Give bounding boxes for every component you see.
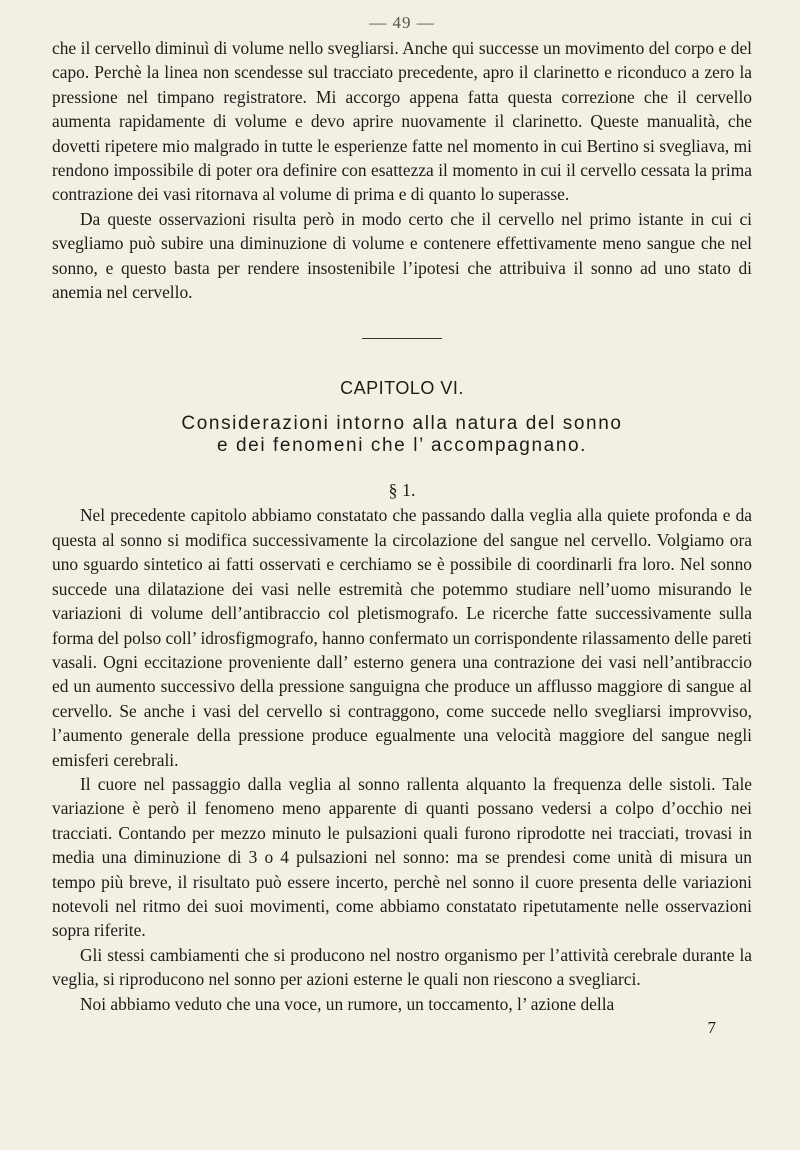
chapter-number: CAPITOLO VI. <box>340 378 464 399</box>
paragraph-body-1: Nel precedente capitolo abbiamo constatato che passando dalla veglia alla quiete profonda e da questa al sonno si modifica successivamente la circolazione del sangue nel cervello. Volgiamo ora uno sguardo sintetico ai fatti osservati e cerchiamo se è possibile di coordinarli fra loro. Nel sonno succede una dilatazione dei vasi nelle estremità che potemmo studiare nell’uomo misurando le variazioni di volume dell’antibraccio col pletismografo. Le ricerche fatte successivamente sulla forma del polso coll’ idrosfigmografo, hanno confermato un corrispondente rilassamento delle pareti vasali. Ogni eccitazione proveniente dall’ esterno genera una contrazione dei vasi nell’antibraccio ed un aumento successivo della pressione sanguigna che produce un afflusso maggiore di sangue al cervello. Se anche i vasi del cervello si contraggono, come succede nello svegliarsi improvviso, l’aumento generale della pressione produce egualmente una velocità maggiore del sangue negli emisferi cerebrali. <box>52 505 752 770</box>
running-head-page-number: — 49 — <box>369 13 435 32</box>
book-page <box>52 10 752 1038</box>
chapter-title <box>52 413 752 457</box>
paragraph-continued: che il cervello diminuì di volume nello svegliarsi. Anche qui successe un movimento del corpo e del capo. Perchè la linea non scendesse sul tracciato precedente, apro il clarinetto e riconduco a zero la pressione nel timpano registratore. Mi accorgo appena fatta questa correzione che il cervello aumenta rapidamente di volume e devo aprire nuovamente il clarinetto. Queste manualità, che dovetti ripetere mio malgrado in tutte le esperienze fatte nel momento in cui Bertino si svegliava, mi rendono impossibile di poter ora definire con esattezza il momento in cui il cervello cessata la prima contrazione dei vasi ritornava al volume di prima e di quanto lo superasse. <box>52 38 752 205</box>
paragraph-observations: Da queste osservazioni risulta però in modo certo che il cervello nel primo istante in cui ci svegliamo può subire una diminuzione di volume e contenere effettivamente meno sangue che nel sonno, e questo basta per rendere insostenibile l’ipotesi che attribuiva il sonno ad uno stato di anemia nel cervello. <box>52 208 752 303</box>
paragraph-body-4: Noi abbiamo veduto che una voce, un rumore, un toccamento, l’ azione della <box>80 993 615 1014</box>
section-heading: § 1. <box>388 480 416 501</box>
chapter-title-line-2: e dei fenomeni che l’ accompagnano. <box>216 435 588 457</box>
paragraph-body-2: Il cuore nel passaggio dalla veglia al sonno rallenta alquanto la frequenza delle sistoli. Tale variazione è però il fenomeno meno apparente di quanti possano vedersi a colpo d’occhio nei tracciati. Contando per mezzo minuto le pulsazioni quali furono riprodotte nei tracciati, trovasi in media una diminuzione di 3 o 4 pulsazioni nel sonno: ma se prendesi come unità di misura un tempo più breve, il risultato può essere incerto, perchè nel sonno il cuore presenta delle variazioni notevoli nel ritmo dei suoi movimenti, come abbiamo constatato ripetutamente nelle osservazioni sopra riferite. <box>52 773 752 941</box>
paragraph-body-3: Gli stessi cambiamenti che si producono nel nostro organismo per l’attività cerebrale durante la veglia, si riproducono nel sonno per azioni esterne le quali non riescono a svegliarci. <box>52 944 752 990</box>
chapter-title-line-1: Considerazioni intorno alla natura del sonno <box>181 413 623 435</box>
signature-mark: 7 <box>707 1018 716 1037</box>
section-divider <box>362 338 442 339</box>
